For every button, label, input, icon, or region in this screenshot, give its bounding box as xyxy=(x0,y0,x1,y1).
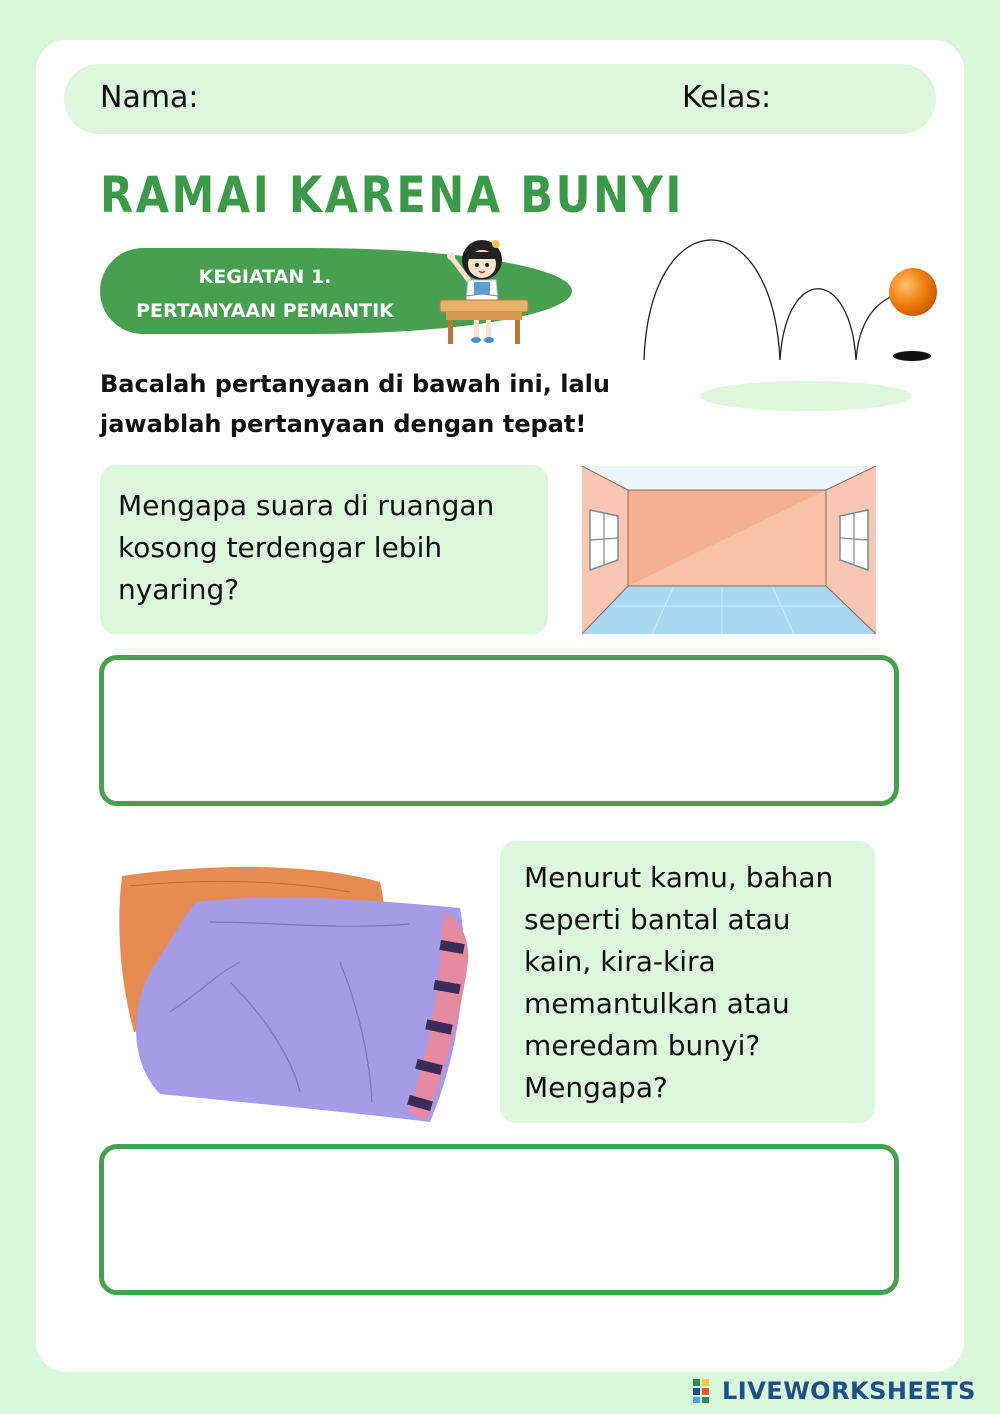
liveworksheets-logo-icon xyxy=(692,1378,718,1404)
question-1-text: Mengapa suara di ruangan kosong terdengar lebih nyaring? xyxy=(118,489,495,606)
answer-1-box[interactable] xyxy=(99,655,899,806)
page-title: RAMAI KARENA BUNYI xyxy=(100,166,685,224)
answer-2-input[interactable] xyxy=(104,1149,894,1290)
activity-label xyxy=(110,260,420,328)
activity-line2: PERTANYAAN PEMANTIK xyxy=(136,300,394,322)
class-input[interactable] xyxy=(786,78,920,120)
instruction-line2: jawablah pertanyaan dengan tepat! xyxy=(100,410,587,438)
name-input[interactable] xyxy=(206,78,650,120)
name-label: Nama: xyxy=(100,80,199,115)
activity-line1: KEGIATAN 1. xyxy=(198,266,332,288)
answer-1-input[interactable] xyxy=(104,660,894,801)
footer-brand-text: LIVEWORKSHEETS xyxy=(722,1377,976,1405)
footer-logo[interactable] xyxy=(692,1376,976,1406)
empty-room-illustration xyxy=(582,466,876,634)
instruction-text xyxy=(100,364,660,444)
student-desk-illustration xyxy=(436,234,532,346)
pillows-illustration xyxy=(110,862,480,1130)
class-label: Kelas: xyxy=(682,80,772,115)
question-1-box xyxy=(100,465,548,634)
bouncing-ball-illustration xyxy=(636,210,946,420)
question-2-text: Menurut kamu, bahan seperti bantal atau kain, kira-kira memantulkan atau meredam bunyi? Mengapa? xyxy=(524,861,834,1104)
answer-2-box[interactable] xyxy=(99,1144,899,1295)
question-2-box xyxy=(500,841,875,1123)
instruction-line1: Bacalah pertanyaan di bawah ini, lalu xyxy=(100,370,610,398)
